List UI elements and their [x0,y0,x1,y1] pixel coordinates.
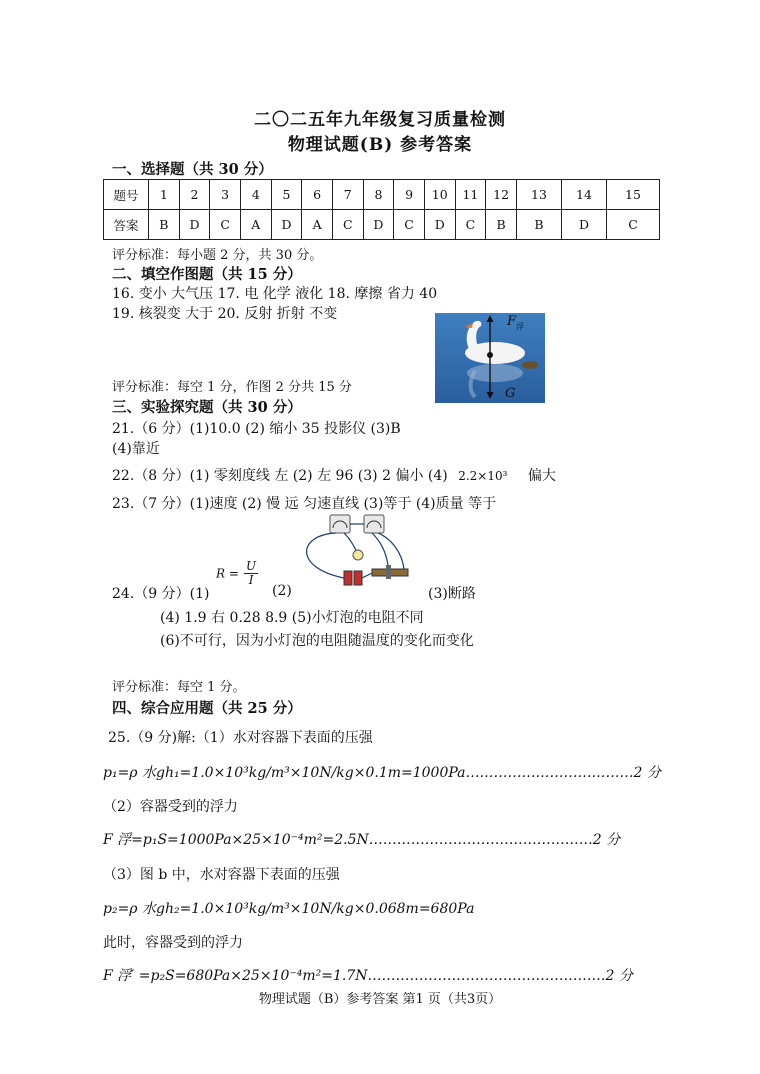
swan-force-diagram [435,313,545,403]
page-footer: 物理试题（B）参考答案 第1 页（共3页） [258,992,502,1007]
q25-equation-2: F 浮=p₁S=1000Pa×25×10⁻⁴m²=2.5N…………………………………………2 分 [103,832,621,848]
table-cell: 14 [562,180,607,210]
table-cell: D [179,210,210,240]
section2-criteria: 评分标准：每空 1 分，作图 2 分共 15 分 [112,380,352,395]
q22-density-value: 2.2×10³ [458,469,508,483]
q23-line: 23.（7 分）(1)速度 (2) 慢 远 匀速直线 (3)等于 (4)质量 等于 [112,496,497,512]
answer-table [103,179,660,240]
table-cell: D [363,210,394,240]
q25-intro: 25.（9 分)解:（1）水对容器下表面的压强 [108,730,373,746]
table-cell: B [149,210,180,240]
q24-line3: (6)不可行，因为小灯泡的电阻随温度的变化而变化 [160,633,474,649]
section2-line1: 16. 变小 大气压 17. 电 化学 液化 18. 摩擦 省力 40 [112,286,438,302]
table-cell: 9 [394,180,425,210]
table-cell: A [240,210,271,240]
q24-line2: (4) 1.9 右 0.28 8.9 (5)小灯泡的电阻不同 [160,610,424,626]
q25-equation-1: p₁=ρ 水gh₁=1.0×10³kg/m³×10N/kg×0.1m=1000Pa………………………………2 分 [103,765,661,781]
q24-formula [216,560,258,587]
table-header-a: 答案 [104,210,149,240]
q25-part-2: （2）容器受到的浮力 [103,799,238,815]
table-cell: 11 [455,180,486,210]
table-cell: C [332,210,363,240]
table-header-q: 题号 [104,180,149,210]
force-label-g: G [505,386,516,401]
table-cell: C [394,210,425,240]
q25-equation-4: F 浮′ =p₂S=680Pa×25×10⁻⁴m²=1.7N……………………………………………2 分 [103,968,633,984]
section2-line2: 19. 核裂变 大于 20. 反射 折射 不变 [112,306,338,322]
table-cell: D [424,210,455,240]
circuit-diagram [292,513,412,588]
q24-formula-denominator: I [248,573,254,587]
q25-now: 此时，容器受到的浮力 [103,935,243,951]
force-label-f: F [507,314,517,329]
table-cell: 5 [271,180,302,210]
q24-line1-start: 24.（9 分）(1) [112,586,210,602]
table-cell: 8 [363,180,394,210]
document-subtitle: 物理试题(B) 参考答案 [287,135,473,155]
q21-line2: (4)靠近 [112,441,160,457]
table-cell: B [486,210,517,240]
table-row-numbers [104,180,660,210]
table-cell: 10 [424,180,455,210]
section1-criteria: 评分标准：每小题 2 分，共 30 分。 [112,248,323,263]
q24-line1-end: (3)断路 [428,586,476,602]
table-cell: 6 [302,180,333,210]
table-cell: D [271,210,302,240]
table-cell: C [210,210,241,240]
table-cell: C [455,210,486,240]
q22-end: 偏大 [527,468,556,484]
section1-heading: 一、选择题（共 30 分） [112,161,273,178]
q22-line [112,465,556,485]
table-cell: 2 [179,180,210,210]
q24-formula-fraction [244,560,258,587]
table-cell: 3 [210,180,241,210]
table-cell: 12 [486,180,517,210]
q22-text: 22.（8 分）(1) 零刻度线 左 (2) 左 96 (3) 2 偏小 (4) [112,468,448,484]
table-cell: 15 [607,180,660,210]
section4-heading: 四、综合应用题（共 25 分） [112,700,302,717]
table-cell: D [562,210,607,240]
table-cell: 4 [240,180,271,210]
table-cell: B [517,210,562,240]
table-cell: 13 [517,180,562,210]
q25-part-3: （3）图 b 中，水对容器下表面的压强 [103,867,340,883]
table-cell: C [607,210,660,240]
q24-line1-mid: (2) [272,583,292,599]
swan-diagram-svg [435,313,545,403]
section2-heading: 二、填空作图题（共 15 分） [112,266,302,283]
force-label-f-sub: 浮 [516,322,524,331]
section3-heading: 三、实验探究题（共 30 分） [112,399,302,416]
q21-line1: 21.（6 分）(1)10.0 (2) 缩小 35 投影仪 (3)B [112,421,401,437]
circuit-diagram-svg [292,513,412,588]
q25-equation-3: p₂=ρ 水gh₂=1.0×10³kg/m³×10N/kg×0.068m=680Pa [103,901,475,917]
q24-formula-lhs: R = [216,566,239,581]
section3-criteria: 评分标准：每空 1 分。 [112,680,246,695]
document-title: 二〇二五年九年级复习质量检测 [254,110,506,130]
table-cell: A [302,210,333,240]
table-cell: 1 [149,180,180,210]
table-row-answers [104,210,660,240]
table-cell: 7 [332,180,363,210]
q24-formula-numerator: U [246,559,257,573]
